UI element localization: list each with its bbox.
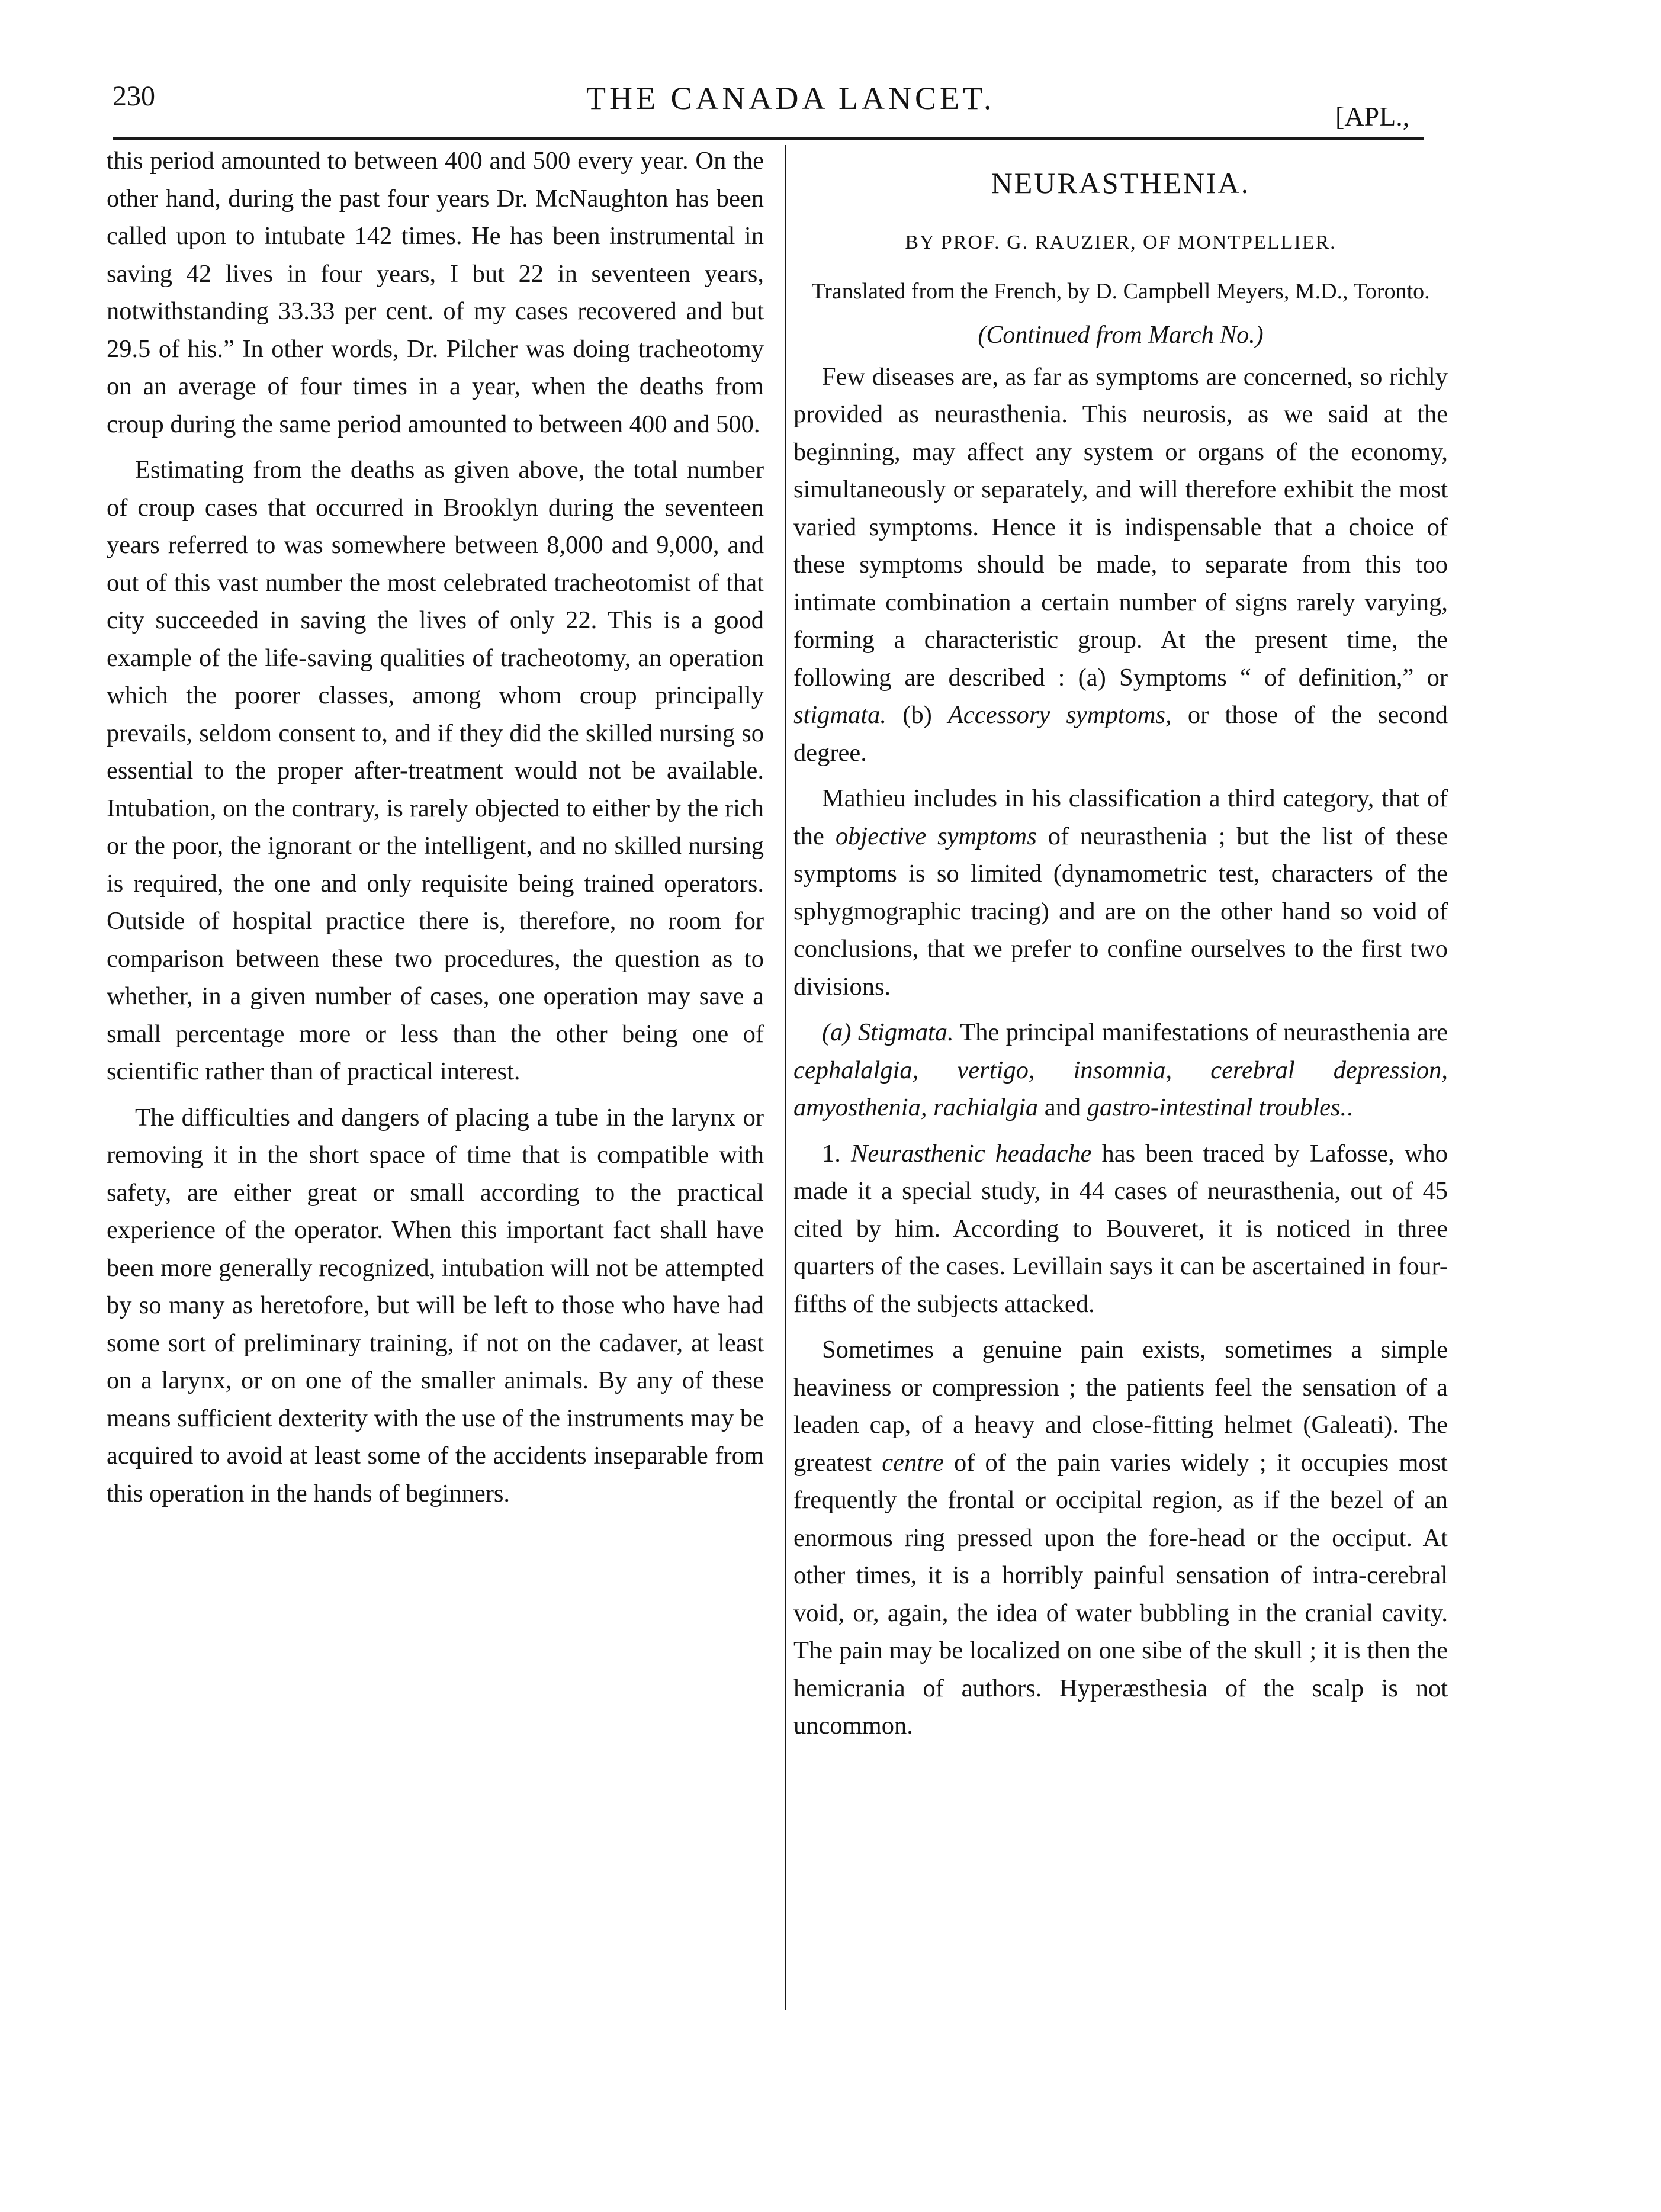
italic-run: stigmata. [793, 701, 887, 729]
italic-run: cephalalgia, vertigo, insomnia, cerebral depression, amyosthenia, rachialgia [793, 1056, 1448, 1121]
text-run: and [1038, 1094, 1087, 1121]
text-run: Mathieu includes in his classification a third category, that of the [793, 785, 1448, 850]
column-rule [785, 145, 786, 2010]
italic-run: Accessory symptoms, [947, 701, 1172, 729]
article-title: NEURASTHENIA. [991, 166, 1251, 200]
italic-run: objective symptoms [835, 822, 1037, 850]
right-column [793, 165, 1448, 1753]
left-paragraph-3: The difficulties and dangers of placing a tube in the larynx or removing it in the short space of time that is compatible with safety, are either great or small according to the practical experience of the operator. When this important fact shall have been more generally recognized, intubation will not be attempted by so many as heretofore, but will be left to those who have had some sort of preliminary training, if not on the cadaver, at least on a larynx, or on one of the smaller animals. By any of these means sufficient dexterity with the use of the instruments may be acquired to avoid at least some of the accidents inseparable from this operation in the hands of beginners. [107, 1103, 764, 1507]
text-run: The principal manifestations of neurasthenia are [953, 1018, 1448, 1046]
right-paragraph-1 [793, 358, 1448, 772]
italic-run: (a) Stigmata. [822, 1018, 954, 1046]
translation-note: Translated from the French, by D. Campbell Meyers, M.D., Toronto. [811, 279, 1430, 304]
text-run: (b) [886, 701, 948, 729]
text-run: or those of the second degree. [793, 701, 1448, 767]
text-run: of of the pain varies widely ; it occupies most frequently the frontal or occipital region, as if the bezel of an enormous ring pressed upon the fore-head or the occiput. At other times, it is a horribly painful sensation of intra-cerebral void, or, again, the idea of water bubbling in the cranial cavity. The pain may be localized on one sibe of the skull ; it is then the hemicrania of authors. Hyperæsthesia of the scalp is not uncommon. [793, 1448, 1448, 1740]
header-rule [113, 137, 1424, 140]
continued-note: (Continued from March No.) [978, 321, 1264, 349]
right-paragraph-2 [793, 780, 1448, 1005]
italic-run: gastro-intestinal troubles. [1087, 1094, 1347, 1121]
left-paragraph-2: Estimating from the deaths as given above, the total number of croup cases that occurred in Brooklyn during the seventeen years referred to was somewhere between 8,000 and 9,000, and out of this vast number the most celebrated tracheotomist of that city succeeded in saving the lives of only 22. This is a good example of the life-saving qualities of tracheotomy, an operation which the poorer classes, among whom croup principally prevails, seldom consent to, and if they did the skilled nursing so essential to the proper after-treatment would not be available. Intubation, on the contrary, is rarely objected to either by the rich or the poor, the ignorant or the intelligent, and no skilled nursing is required, the one and only requisite being trained operators. Outside of hospital practice there is, therefore, no room for comparison between these two procedures, the question as to whether, in a given number of cases, one operation may save a small percentage more or less than the other being one of scientific rather than of practical interest. [107, 456, 764, 1085]
text-run: has been traced by Lafosse, who made it a special study, in 44 cases of neurasthenia, out of 45 cited by him. According to Bouveret, it is noticed in three quarters of the cases. Levillain says it can be ascertained in four-fifths of the subjects attacked. [793, 1139, 1448, 1318]
text-run: Few diseases are, as far as symptoms are concerned, so richly provided as neurasthenia. This neurosis, as we said at the beginning, may affect any system or organs of the economy, simultaneously or separately, and will therefore exhibit the most varied symptoms. Hence it is indispensable that a choice of these symptoms should be made, to separate from this too intimate combination a certain number of signs rarely varying, forming a characteristic group. At the present time, the following are described : (a) Symptoms “ of definition,” or [793, 362, 1448, 692]
right-paragraph-3 [793, 1014, 1448, 1127]
running-title: THE CANADA LANCET. [586, 81, 995, 116]
text-run: Sometimes a genuine pain exists, sometimes a simple heaviness or compression ; the patients feel the sensation of a leaden cap, of a heavy and close-fitting helmet (Galeati). The greatest [793, 1336, 1448, 1477]
italic-run: Neurasthenic headache [850, 1139, 1092, 1168]
left-column [107, 142, 764, 1520]
text-run: . [1347, 1094, 1353, 1121]
article-byline: BY PROF. G. RAUZIER, OF MONTPELLIER. [905, 231, 1336, 253]
right-paragraph-5 [793, 1331, 1448, 1745]
text-run: of neurasthenia ; but the list of these symptoms is so limited (dynamometric test, characters of the sphygmographic tracing) and are on the other hand so void of conclusions, that we prefer to confine ourselves to the first two divisions. [793, 822, 1448, 1001]
text-run: 1. [822, 1139, 851, 1168]
left-paragraph-1: this period amounted to between 400 and 500 every year. On the other hand, during the past four years Dr. McNaughton has been called upon to intubate 142 times. He has been instrumental in saving 42 lives in four years, I but 22 in seventeen years, notwithstanding 33.33 per cent. of my cases recovered and but 29.5 of his.” In other words, Dr. Pilcher was doing tracheotomy on an average of four times in a year, when the deaths from croup during the same period amounted to between 400 and 500. [107, 147, 764, 438]
right-paragraph-4 [793, 1135, 1448, 1323]
issue-mark: [APL., [1335, 101, 1410, 131]
page-number: 230 [113, 81, 155, 112]
italic-run: centre [882, 1448, 944, 1477]
